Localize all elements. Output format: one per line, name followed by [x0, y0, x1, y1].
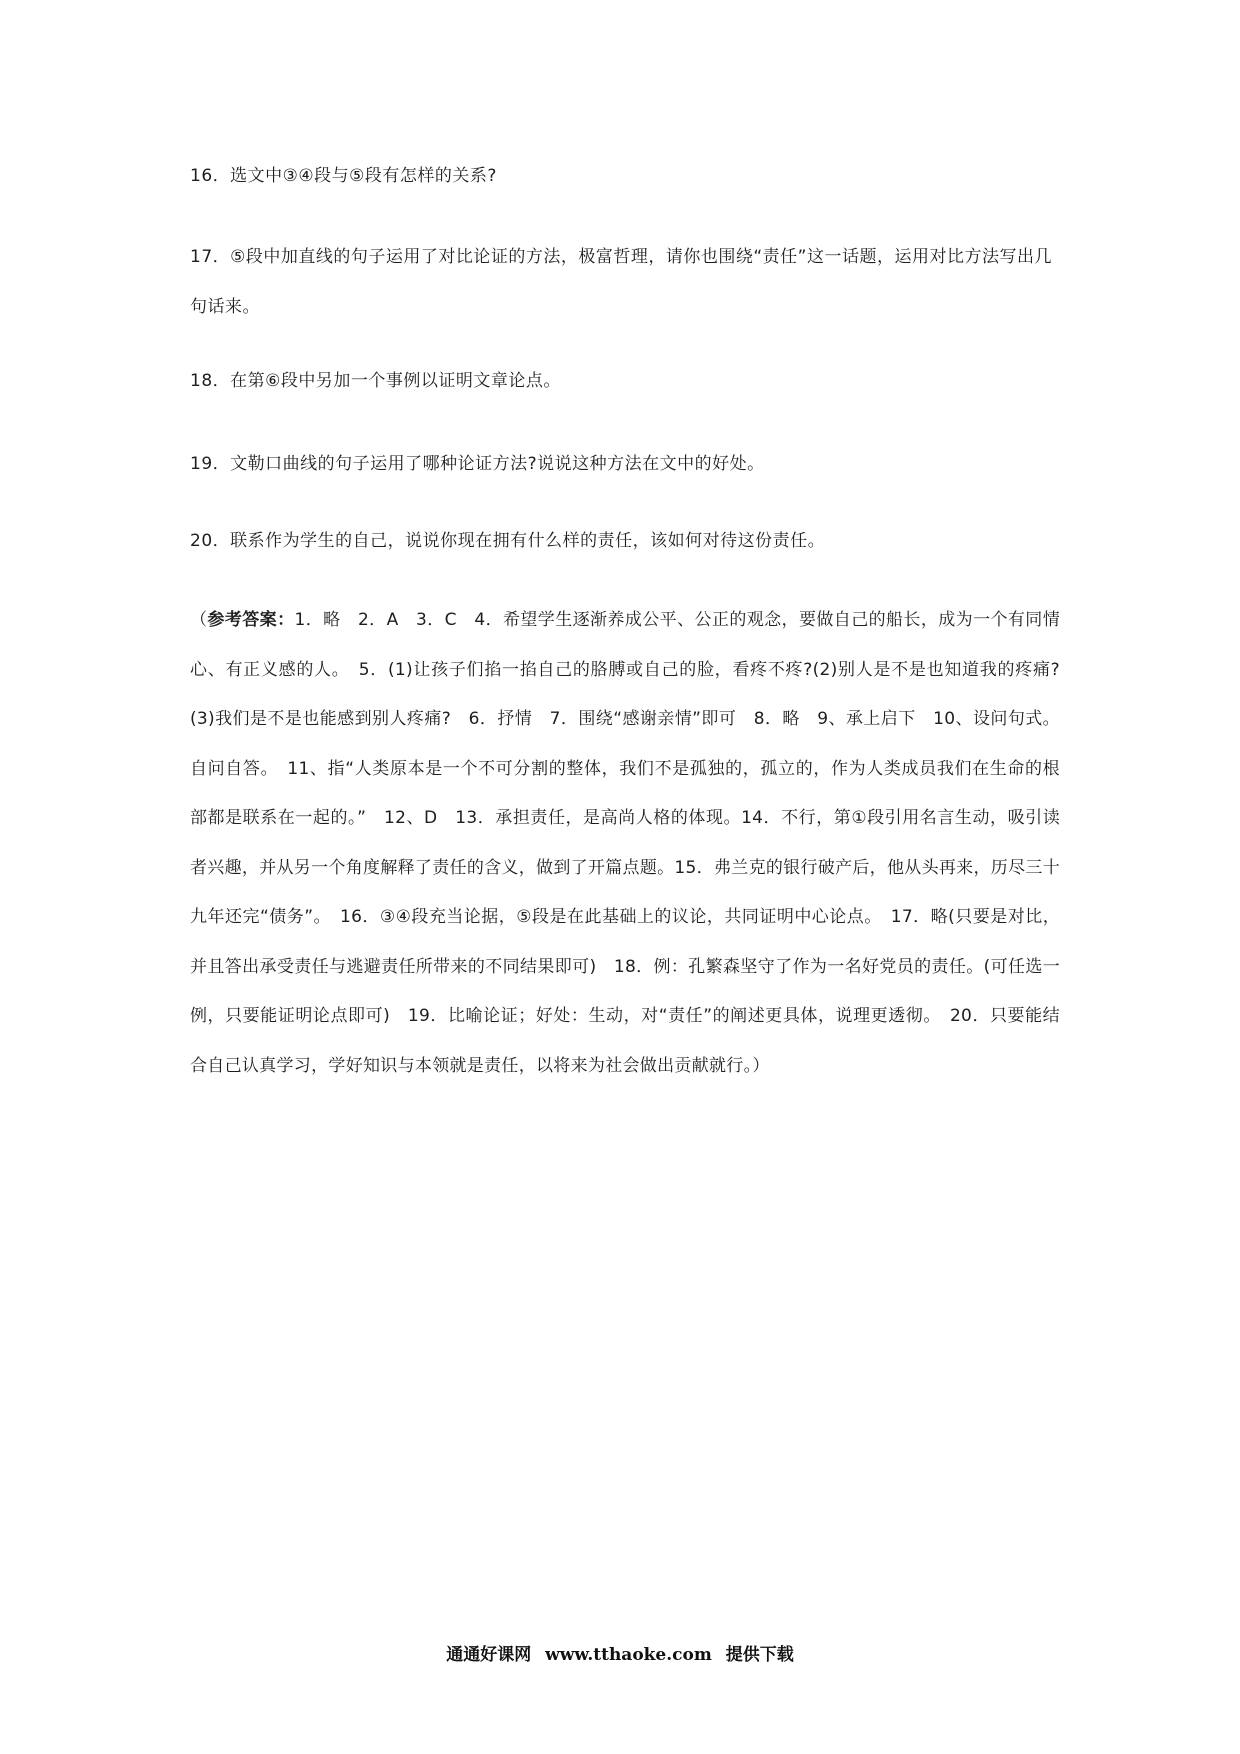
question-20: 20．联系作为学生的自己，说说你现在拥有什么样的责任，该如何对待这份责任。 [190, 531, 826, 551]
footer-url: www.tthaoke.com [545, 1645, 712, 1665]
question-17: 17．⑤段中加直线的句子运用了对比论证的方法，极富哲理，请你也围绕“责任”这一话题，运用对比方法写出几句话来。 [190, 247, 1052, 317]
answers-body: 1．略 2．A 3．C 4．希望学生逐渐养成公平、公正的观念，要做自己的船长，成为一个有同情心、有正义感的人。 5．(1)让孩子们掐一掐自己的胳膊或自己的脸，看疼不疼?(2)别人是不是也知道我的疼痛?(3)我们是不是也能感到别人疼痛? 6．抒情 7．围绕“感谢亲情”即可 8．略 9、承上启下 10、设问句式。自问自答。 11、指“人类原本是一个不可分割的整体，我们不是孤独的，孤立的，作为人类成员我们在生命的根部都是联系在一起的。” 12、D 13．承担责任，是高尚人格的体现。14．不行，第①段引用名言生动，吸引读者兴趣，并从另一个角度解释了责任的含义，做到了开篇点题。15．弗兰克的银行破产后，他从头再来，历尽三十九年还完“债务”。 16．③④段充当论据，⑤段是在此基础上的议论，共同证明中心论点。 17．略(只要是对比，并且答出承受责任与逃避责任所带来的不同结果即可) 18．例：孔繁森坚守了作为一名好党员的责任。(可任选一例，只要能证明论点即可) 19．比喻论证；好处：生动，对“责任”的阐述更具体，说理更透彻。 20．只要能结合自己认真学习，学好知识与本领就是责任，以将来为社会做出贡献就行。） [190, 610, 1061, 1076]
answers-lead: 参考答案： [207, 610, 295, 630]
footer-site-name: 通通好课网 [446, 1645, 532, 1665]
reference-answers [190, 596, 1060, 1091]
footer-suffix: 提供下载 [725, 1645, 794, 1665]
question-16: 16．选文中③④段与⑤段有怎样的关系? [190, 166, 497, 186]
answers-open-paren: （ [190, 610, 208, 630]
page-footer [0, 1640, 1240, 1665]
question-18: 18．在第⑥段中另加一个事例以证明文章论点。 [190, 371, 561, 391]
question-19: 19．文勒口曲线的句子运用了哪种论证方法?说说这种方法在文中的好处。 [190, 454, 765, 474]
